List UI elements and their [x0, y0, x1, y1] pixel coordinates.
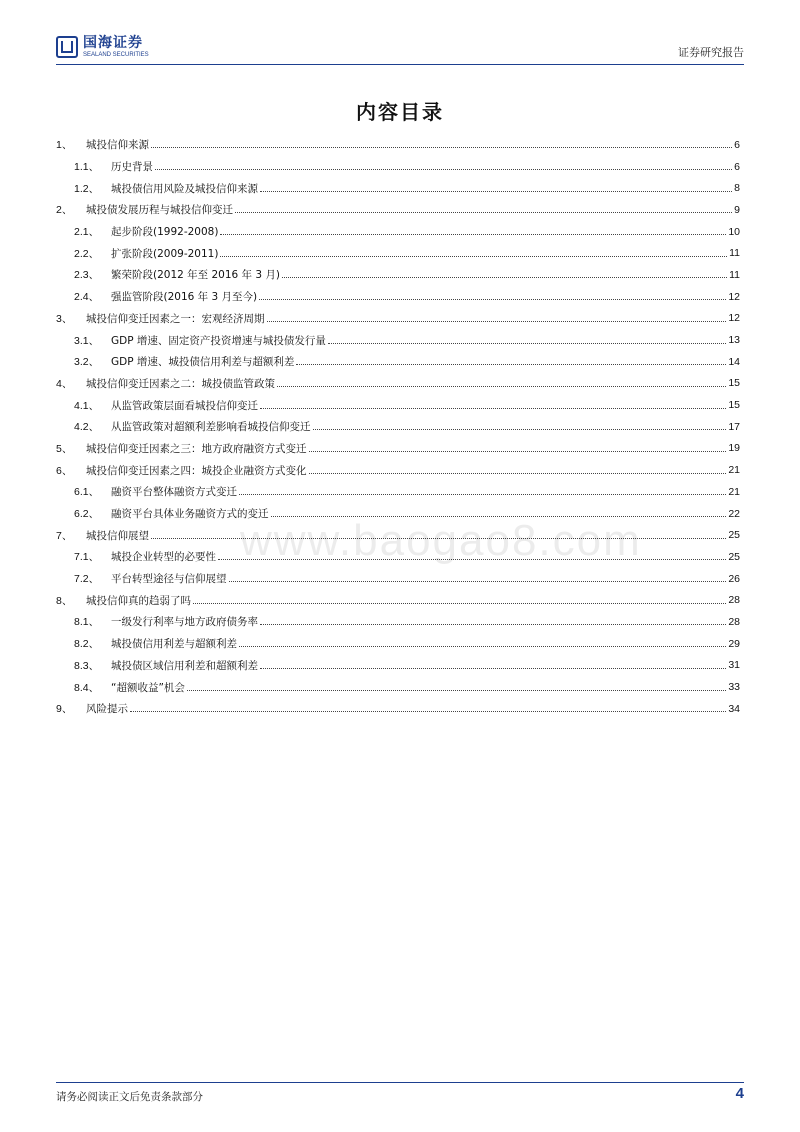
- toc-entry-title: 城投信仰变迁因素之二：城投债监管政策: [86, 377, 275, 390]
- toc-entry-number: 8.1、: [74, 616, 100, 629]
- toc-entry-title: 强监管阶段(2016 年 3 月至今): [111, 291, 258, 304]
- toc-dot-leader: [260, 191, 732, 192]
- toc-entry-page: 10: [728, 225, 740, 238]
- toc-entry-page: 25: [728, 529, 740, 542]
- toc-entry[interactable]: [56, 568, 740, 590]
- toc-entry[interactable]: [56, 373, 740, 395]
- toc-dot-leader: [229, 581, 727, 582]
- toc-entry-number: 6.2、: [74, 508, 100, 521]
- toc-entry[interactable]: [56, 264, 740, 286]
- toc-entry-page: 21: [728, 485, 740, 498]
- toc-entry-page: 11: [729, 268, 740, 281]
- toc-entry-title: 城投债信用风险及城投信仰来源: [111, 182, 258, 195]
- toc-dot-leader: [328, 343, 726, 344]
- toc-entry-title: 城投信仰变迁因素之三：地方政府融资方式变迁: [86, 442, 307, 455]
- toc-entry[interactable]: [56, 438, 740, 460]
- toc-entry-page: 8: [734, 182, 740, 195]
- toc-entry[interactable]: [56, 308, 740, 330]
- toc-entry-number: 6、: [56, 464, 73, 477]
- toc-entry-title: 城投信仰变迁因素之四：城投企业融资方式变化: [86, 464, 307, 477]
- toc-entry-number: 1、: [56, 139, 73, 152]
- toc-entry[interactable]: [56, 698, 740, 720]
- toc-dot-leader: [220, 256, 727, 257]
- toc-entry-page: 21: [728, 464, 740, 477]
- toc-entry[interactable]: [56, 177, 740, 199]
- toc-dot-leader: [313, 429, 727, 430]
- toc-entry-title: “超额收益”机会: [111, 681, 185, 694]
- toc-dot-leader: [130, 711, 726, 712]
- toc-entry-page: 11: [729, 247, 740, 260]
- toc-entry[interactable]: [56, 329, 740, 351]
- toc-entry-title: GDP 增速、固定资产投资增速与城投债发行量: [111, 334, 326, 347]
- toc-entry[interactable]: [56, 633, 740, 655]
- toc-entry-title: 城投债区域信用利差和超额利差: [111, 659, 258, 672]
- toc-entry-number: 2、: [56, 204, 73, 217]
- toc-entry-page: 9: [734, 203, 740, 216]
- toc-entry-title: GDP 增速、城投债信用利差与超额利差: [111, 356, 295, 369]
- toc-entry[interactable]: [56, 242, 740, 264]
- toc-entry-number: 5、: [56, 442, 73, 455]
- toc-entry-page: 17: [728, 420, 740, 433]
- toc-entry-number: 1.2、: [74, 182, 100, 195]
- toc-entry-title: 从监管政策对超额利差影响看城投信仰变迁: [111, 421, 311, 434]
- toc-entry-number: 8、: [56, 594, 73, 607]
- toc-entry-number: 2.4、: [74, 291, 100, 304]
- toc-entry[interactable]: [56, 156, 740, 178]
- toc-entry[interactable]: [56, 611, 740, 633]
- toc-entry-title: 城投债发展历程与城投信仰变迁: [86, 204, 233, 217]
- toc-entry[interactable]: [56, 221, 740, 243]
- toc-entry-page: 12: [728, 290, 740, 303]
- toc-entry-title: 城投债信用利差与超额利差: [111, 638, 237, 651]
- toc-entry-page: 28: [728, 615, 740, 628]
- toc-dot-leader: [260, 408, 726, 409]
- toc-entry-number: 7.2、: [74, 573, 100, 586]
- toc-entry-title: 一级发行利率与地方政府债务率: [111, 616, 258, 629]
- toc-entry-page: 6: [734, 160, 740, 173]
- report-type-label: 证券研究报告: [678, 46, 744, 59]
- toc-entry-page: 14: [728, 355, 740, 368]
- toc-entry[interactable]: [56, 655, 740, 677]
- toc-dot-leader: [267, 321, 727, 322]
- toc-entry-title: 扩张阶段(2009-2011): [111, 247, 219, 260]
- toc-entry[interactable]: [56, 286, 740, 308]
- toc-dot-leader: [151, 147, 732, 148]
- toc-entry-page: 26: [728, 572, 740, 585]
- toc-entry[interactable]: [56, 676, 740, 698]
- toc-entry-title: 起步阶段(1992-2008): [111, 226, 219, 239]
- toc-entry-page: 34: [728, 702, 740, 715]
- toc-entry-title: 城投信仰变迁因素之一：宏观经济周期: [86, 312, 265, 325]
- toc-dot-leader: [220, 234, 726, 235]
- toc-dot-leader: [155, 169, 732, 170]
- logo-name-en: SEALAND SECURITIES: [83, 52, 149, 58]
- toc-entry-title: 城投信仰真的趋弱了吗: [86, 594, 191, 607]
- toc-entry-number: 8.4、: [74, 681, 100, 694]
- toc-entry-number: 8.2、: [74, 638, 100, 651]
- toc-entry-title: 繁荣阶段(2012 年至 2016 年 3 月): [111, 269, 281, 282]
- toc-entry-page: 28: [728, 594, 740, 607]
- toc-entry-title: 融资平台整体融资方式变迁: [111, 486, 237, 499]
- toc-entry-title: 历史背景: [111, 161, 153, 174]
- page-number: 4: [735, 1085, 744, 1102]
- toc-entry-page: 13: [728, 334, 740, 347]
- toc-entry-number: 4.2、: [74, 421, 100, 434]
- toc-entry-number: 3、: [56, 312, 73, 325]
- toc-dot-leader: [296, 364, 726, 365]
- toc-entry-page: 12: [728, 312, 740, 325]
- toc-entry-page: 15: [728, 377, 740, 390]
- table-of-contents: [56, 134, 740, 720]
- toc-entry-page: 6: [734, 138, 740, 151]
- toc-entry-number: 4.1、: [74, 399, 100, 412]
- toc-entry-page: 22: [728, 507, 740, 520]
- toc-entry-number: 9、: [56, 703, 73, 716]
- toc-dot-leader: [187, 690, 726, 691]
- logo-name-cn: 国海证券: [83, 35, 143, 51]
- toc-entry[interactable]: [56, 459, 740, 481]
- toc-entry-number: 7、: [56, 529, 73, 542]
- toc-entry-page: 33: [728, 681, 740, 694]
- page-footer: [56, 1082, 744, 1109]
- toc-entry-title: 城投信仰来源: [86, 139, 149, 152]
- toc-dot-leader: [260, 624, 726, 625]
- toc-dot-leader: [309, 451, 727, 452]
- toc-entry-number: 3.2、: [74, 356, 100, 369]
- toc-entry-number: 4、: [56, 377, 73, 390]
- toc-entry-number: 7.1、: [74, 551, 100, 564]
- toc-entry[interactable]: [56, 134, 740, 156]
- toc-dot-leader: [260, 668, 726, 669]
- toc-dot-leader: [309, 473, 727, 474]
- toc-entry[interactable]: [56, 394, 740, 416]
- toc-entry-title: 融资平台具体业务融资方式的变迁: [111, 508, 269, 521]
- toc-entry-page: 15: [728, 399, 740, 412]
- toc-entry-number: 2.1、: [74, 226, 100, 239]
- toc-entry-title: 平台转型途径与信仰展望: [111, 573, 227, 586]
- toc-entry-page: 25: [728, 550, 740, 563]
- toc-dot-leader: [277, 386, 726, 387]
- toc-entry-number: 6.1、: [74, 486, 100, 499]
- toc-entry[interactable]: [56, 481, 740, 503]
- disclaimer-text: 请务必阅读正文后免责条款部分: [56, 1091, 203, 1103]
- toc-entry[interactable]: [56, 351, 740, 373]
- toc-dot-leader: [239, 646, 726, 647]
- toc-dot-leader: [193, 603, 726, 604]
- toc-entry-title: 风险提示: [86, 703, 128, 716]
- toc-dot-leader: [282, 277, 727, 278]
- page-header: [56, 34, 744, 65]
- toc-entry[interactable]: [56, 589, 740, 611]
- toc-dot-leader: [235, 212, 732, 213]
- toc-entry[interactable]: [56, 199, 740, 221]
- toc-dot-leader: [239, 494, 726, 495]
- toc-entry-number: 8.3、: [74, 659, 100, 672]
- toc-entry-title: 城投信仰展望: [86, 529, 149, 542]
- toc-entry-title: 从监管政策层面看城投信仰变迁: [111, 399, 258, 412]
- toc-entry-number: 3.1、: [74, 334, 100, 347]
- toc-entry-number: 1.1、: [74, 161, 100, 174]
- toc-dot-leader: [259, 299, 726, 300]
- watermark: www.baogao8.com: [240, 516, 642, 565]
- toc-entry[interactable]: [56, 416, 740, 438]
- toc-entry-number: 2.3、: [74, 269, 100, 282]
- toc-entry-title: 城投企业转型的必要性: [111, 551, 216, 564]
- toc-entry-page: 31: [728, 659, 740, 672]
- company-logo: [56, 36, 149, 58]
- toc-entry-page: 19: [728, 442, 740, 455]
- page-title: 内容目录: [356, 100, 444, 124]
- sealand-logo-icon: [56, 36, 78, 58]
- toc-entry-page: 29: [728, 637, 740, 650]
- toc-entry-number: 2.2、: [74, 247, 100, 260]
